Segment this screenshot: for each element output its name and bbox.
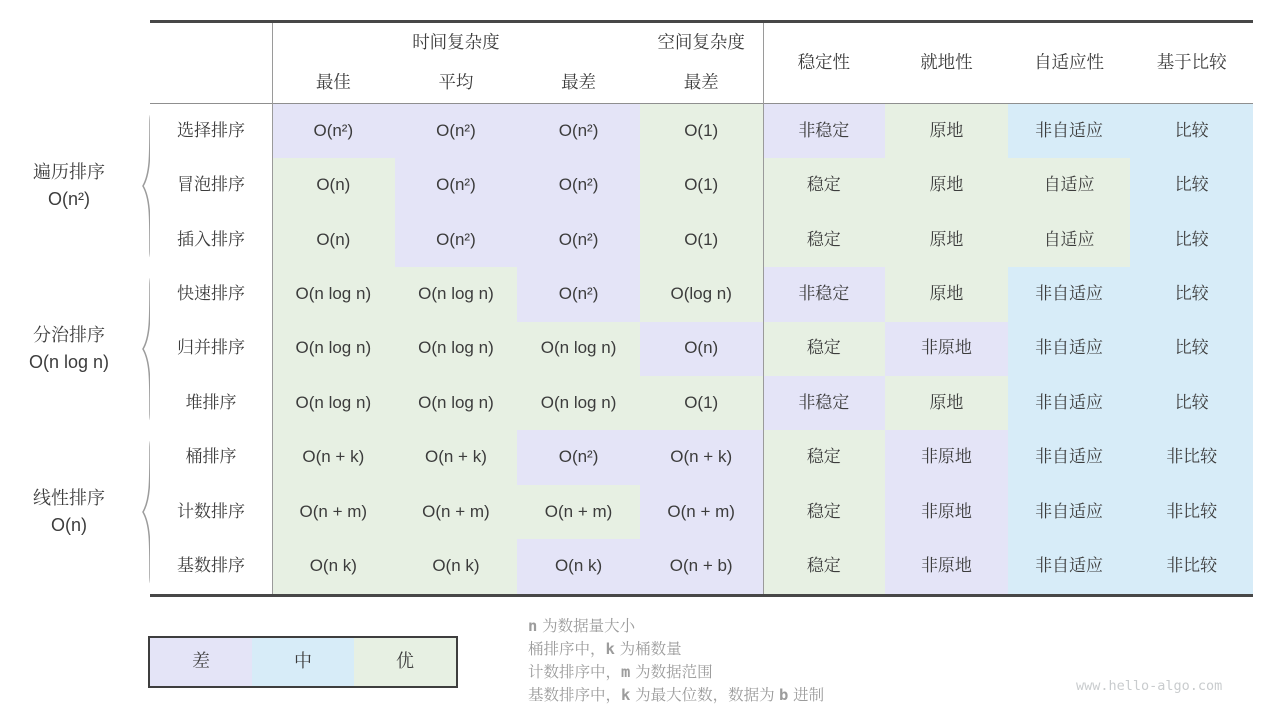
row-label: 计数排序 (150, 485, 272, 539)
table-cell: O(n k) (395, 539, 518, 593)
group-complexity: O(n) (51, 515, 87, 535)
table-cell: O(n log n) (517, 376, 640, 430)
table-cell: O(1) (640, 158, 763, 212)
row-label: 冒泡排序 (150, 158, 272, 212)
table-cell: O(n) (272, 158, 395, 212)
table-cell: 非稳定 (763, 267, 886, 321)
footnotes (528, 615, 824, 707)
table-cell: 非比较 (1130, 430, 1253, 484)
table-cell: O(n + b) (640, 539, 763, 593)
table-cell: 非原地 (885, 322, 1008, 376)
table-body (150, 104, 1253, 594)
table-cell: 稳定 (763, 539, 886, 593)
column-divider (272, 23, 273, 594)
table-cell: O(n²) (517, 104, 640, 158)
table-cell: O(n²) (517, 213, 640, 267)
header-stability: 稳定性 (797, 52, 851, 73)
row-label: 选择排序 (150, 104, 272, 158)
header-average: 平均 (438, 72, 474, 93)
group-name: 遍历排序 (33, 162, 105, 182)
table-cell: 非自适应 (1008, 539, 1131, 593)
table-cell: O(n) (640, 322, 763, 376)
row-label: 插入排序 (150, 213, 272, 267)
table-cell: 原地 (885, 158, 1008, 212)
footnote-line: 基数排序中，k 为最大位数，数据为 b 进制 (528, 686, 825, 704)
table-cell: 稳定 (763, 158, 886, 212)
table-cell: O(n²) (395, 158, 518, 212)
table-cell: 原地 (885, 104, 1008, 158)
header-time-complexity: 时间复杂度 (412, 32, 500, 53)
comparison-table (150, 20, 1253, 597)
table-cell: 稳定 (763, 213, 886, 267)
table-cell: 比较 (1130, 158, 1253, 212)
table-cell: O(n log n) (272, 267, 395, 321)
table-cell: O(n k) (517, 539, 640, 593)
header-in-place: 就地性 (920, 52, 973, 73)
table-cell: O(n + k) (640, 430, 763, 484)
table-cell: 稳定 (763, 485, 886, 539)
table-cell: 非比较 (1130, 539, 1253, 593)
table-cell: 比较 (1130, 376, 1253, 430)
footnote-line: 桶排序中，k 为桶数量 (528, 640, 682, 658)
table-header (150, 23, 1253, 104)
table-cell: 非比较 (1130, 485, 1253, 539)
table-cell: O(n log n) (272, 376, 395, 430)
legend (148, 636, 458, 688)
row-group-label-linear (0, 485, 138, 539)
table-cell: O(n²) (395, 104, 518, 158)
group-complexity: O(n²) (48, 189, 90, 209)
table-cell: O(1) (640, 213, 763, 267)
table-cell: O(n log n) (395, 267, 518, 321)
table-cell: O(1) (640, 104, 763, 158)
table-cell: 非自适应 (1008, 485, 1131, 539)
table-cell: O(n + m) (395, 485, 518, 539)
table-cell: 非自适应 (1008, 430, 1131, 484)
table-cell: O(n + k) (272, 430, 395, 484)
table-cell: 比较 (1130, 213, 1253, 267)
table-cell: 比较 (1130, 322, 1253, 376)
table-cell: O(n + m) (640, 485, 763, 539)
table-cell: 比较 (1130, 267, 1253, 321)
table-cell: 非原地 (885, 430, 1008, 484)
legend-item-mid: 中 (252, 638, 354, 686)
row-label: 基数排序 (150, 539, 272, 593)
row-label: 快速排序 (150, 267, 272, 321)
group-name: 分治排序 (33, 325, 105, 345)
footnote-line: 计数排序中，m 为数据范围 (528, 663, 713, 681)
table-cell: O(log n) (640, 267, 763, 321)
table-cell: O(n²) (517, 267, 640, 321)
table-cell: 非自适应 (1008, 322, 1131, 376)
table-cell: O(n log n) (517, 322, 640, 376)
column-divider (763, 23, 764, 594)
table-cell: 非自适应 (1008, 104, 1131, 158)
table-cell: 非自适应 (1008, 267, 1131, 321)
table-cell: 原地 (885, 376, 1008, 430)
table-cell: O(n²) (517, 430, 640, 484)
table-cell: O(n²) (395, 213, 518, 267)
table-cell: 自适应 (1008, 158, 1131, 212)
table-cell: O(n²) (272, 104, 395, 158)
table-cell: 非稳定 (763, 104, 886, 158)
table-cell: 非稳定 (763, 376, 886, 430)
row-group-label-traversal (0, 159, 138, 213)
table-cell: 稳定 (763, 430, 886, 484)
table-cell: 非原地 (885, 539, 1008, 593)
table-cell: O(n + m) (517, 485, 640, 539)
header-worst: 最差 (561, 72, 597, 93)
table-cell: 非自适应 (1008, 376, 1131, 430)
table-cell: 原地 (885, 213, 1008, 267)
table-cell: 稳定 (763, 322, 886, 376)
table-cell: 自适应 (1008, 213, 1131, 267)
table-cell: O(n log n) (395, 322, 518, 376)
row-label: 堆排序 (150, 376, 272, 430)
legend-item-bad: 差 (150, 638, 252, 686)
table-cell: O(n log n) (395, 376, 518, 430)
group-name: 线性排序 (33, 488, 105, 508)
row-label: 桶排序 (150, 430, 272, 484)
header-adaptability: 自适应性 (1034, 52, 1105, 73)
legend-item-good: 优 (354, 638, 456, 686)
table-cell: O(1) (640, 376, 763, 430)
table-cell: O(n + k) (395, 430, 518, 484)
table-cell: O(n log n) (272, 322, 395, 376)
header-best: 最佳 (315, 72, 351, 93)
table-cell: 原地 (885, 267, 1008, 321)
table-cell: 比较 (1130, 104, 1253, 158)
table-cell: O(n) (272, 213, 395, 267)
header-space-worst: 最差 (683, 72, 719, 93)
table-cell: O(n + m) (272, 485, 395, 539)
header-comparison: 基于比较 (1156, 52, 1227, 73)
row-group-label-divide-conquer (0, 322, 138, 376)
table-cell: O(n²) (517, 158, 640, 212)
table-cell: O(n k) (272, 539, 395, 593)
row-label: 归并排序 (150, 322, 272, 376)
footnote-line: n 为数据量大小 (528, 617, 636, 635)
site-watermark: www.hello-algo.com (1076, 678, 1223, 694)
group-complexity: O(n log n) (28, 352, 110, 372)
table-cell: 非原地 (885, 485, 1008, 539)
header-space-complexity: 空间复杂度 (657, 32, 745, 53)
